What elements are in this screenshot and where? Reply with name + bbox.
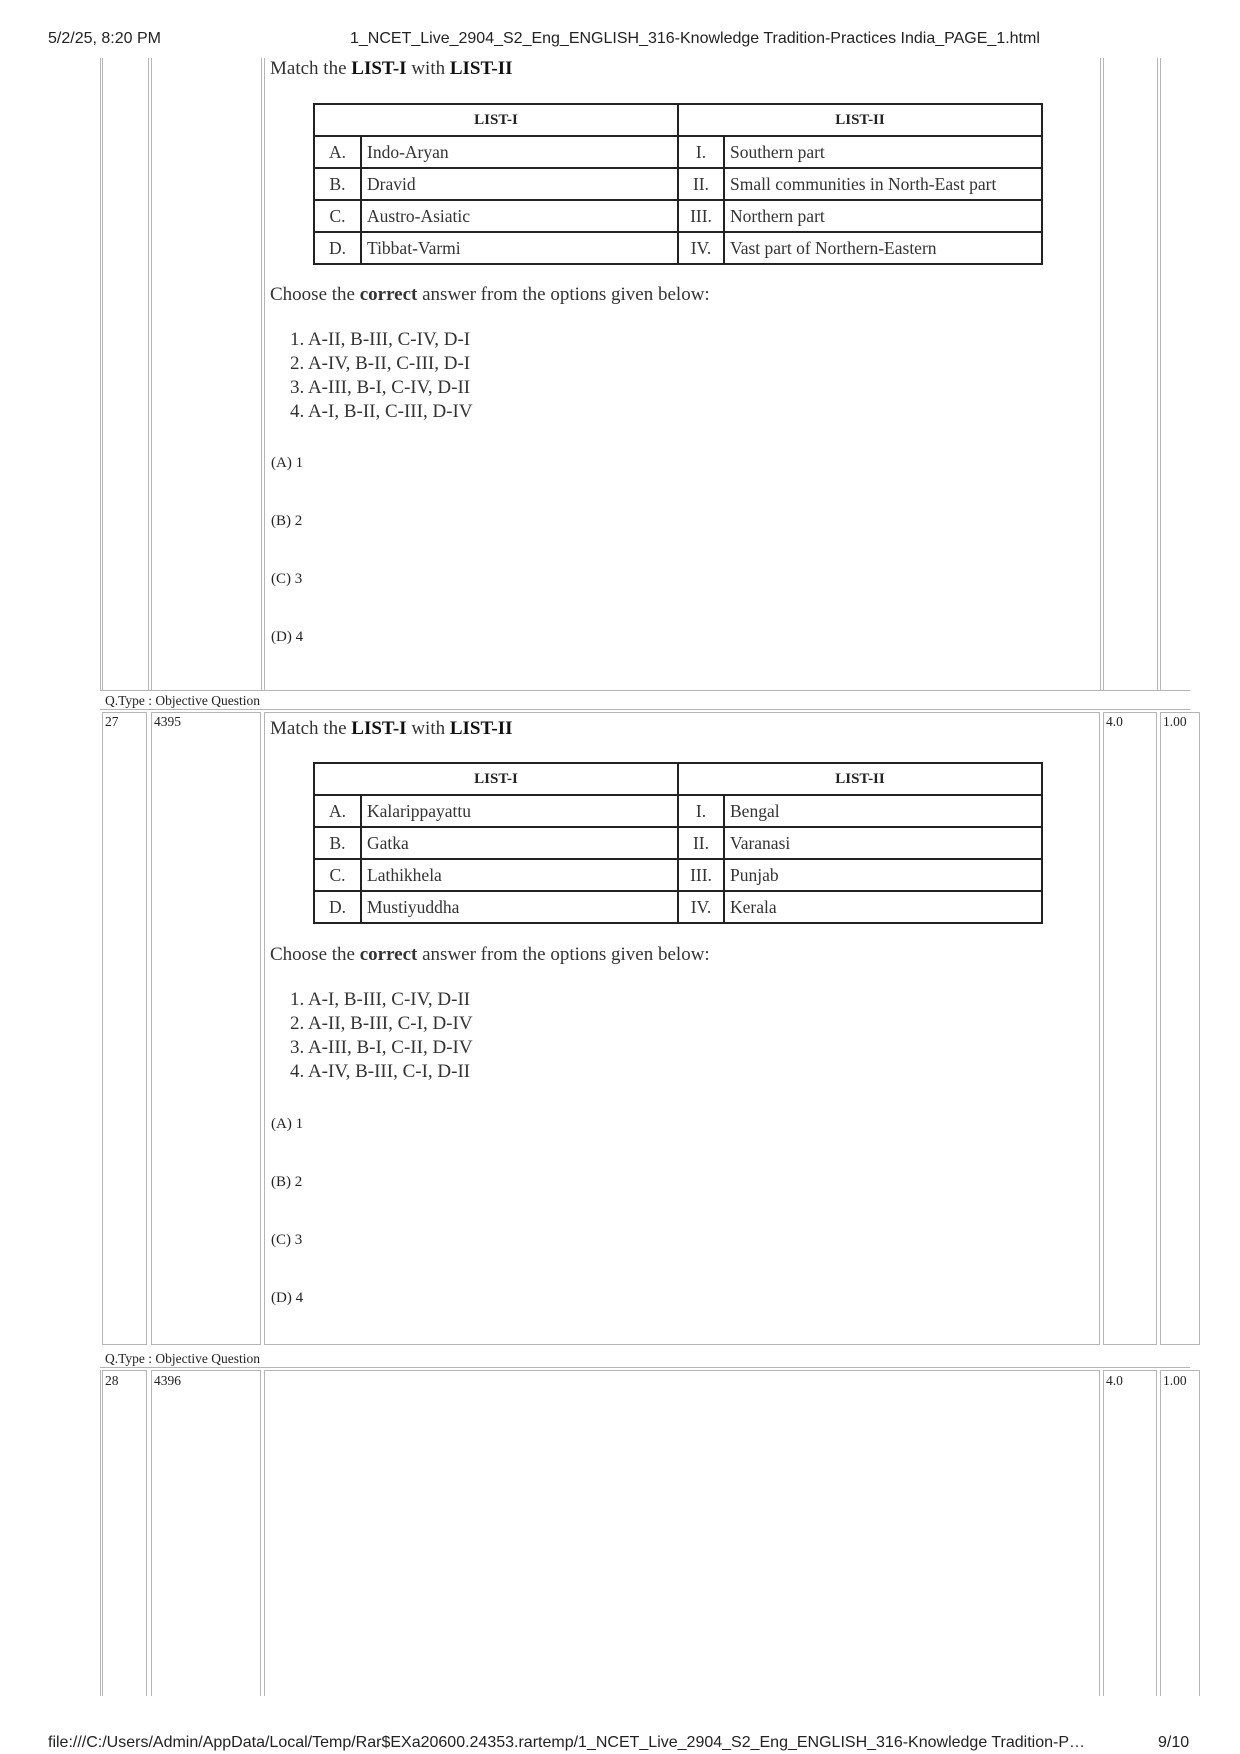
- list1-value: Mustiyuddha: [361, 891, 678, 923]
- list2-key: IV.: [678, 232, 724, 264]
- question-number-cell: [102, 712, 147, 1345]
- list1-key: B.: [314, 827, 361, 859]
- question-marks: 4.0: [1106, 1373, 1123, 1388]
- choose-instruction: [270, 284, 710, 306]
- grid-line: [1103, 58, 1104, 691]
- table-row: [314, 200, 1042, 232]
- option-item: 3. A-III, B-I, C-II, D-IV: [290, 1037, 473, 1058]
- option-list: [290, 988, 473, 1084]
- print-doc-title: 1_NCET_Live_2904_S2_Eng_ENGLISH_316-Knowledge Tradition-Practices India_PAGE_1.html: [350, 30, 1040, 47]
- instruction-bold: correct: [359, 284, 418, 305]
- list2-value: Punjab: [724, 859, 1042, 891]
- title-text: with: [411, 718, 446, 739]
- marks-cell: [1103, 712, 1157, 1345]
- grid-line: [100, 1367, 1190, 1368]
- answer-choice-b[interactable]: (B) 2: [271, 1174, 303, 1190]
- list2-value: Small communities in North-East part: [724, 168, 1042, 200]
- question-body-cell: [264, 1370, 1100, 1696]
- list2-value: Northern part: [724, 200, 1042, 232]
- grid-line: [1160, 58, 1161, 691]
- list1-key: D.: [314, 232, 361, 264]
- instruction-text: Choose the: [270, 944, 355, 965]
- table-row: [314, 232, 1042, 264]
- question-id-cell: [151, 712, 261, 1345]
- option-item: 3. A-III, B-I, C-IV, D-II: [290, 377, 471, 398]
- grid-line: [100, 690, 1190, 691]
- list2-value: Vast part of Northern-Eastern: [724, 232, 1042, 264]
- list1-value: Austro-Asiatic: [361, 200, 678, 232]
- question-title: [270, 58, 513, 80]
- list2-key: IV.: [678, 891, 724, 923]
- answer-choice-d[interactable]: (D) 4: [271, 1290, 304, 1306]
- instruction-text: Choose the: [270, 284, 355, 305]
- grid-line: [1157, 58, 1158, 691]
- list1-header: LIST-I: [314, 104, 678, 136]
- question-marks: 4.0: [1106, 714, 1123, 729]
- question-negative-marks: 1.00: [1163, 1373, 1187, 1388]
- option-item: 4. A-IV, B-III, C-I, D-II: [290, 1061, 471, 1082]
- grid-line: [264, 58, 265, 691]
- title-text: with: [411, 58, 446, 79]
- marks-cell: [1103, 1370, 1157, 1696]
- grid-line: [102, 58, 103, 691]
- grid-line: [151, 58, 152, 691]
- question-negative-marks: 1.00: [1163, 714, 1187, 729]
- list2-value: Varanasi: [724, 827, 1042, 859]
- answer-choice-d[interactable]: (D) 4: [271, 629, 304, 645]
- question-type-label: Q.Type : Objective Question: [105, 1351, 261, 1366]
- grid-line: [261, 58, 262, 691]
- match-table: [313, 103, 1043, 265]
- list1-value: Indo-Aryan: [361, 136, 678, 168]
- print-file-path: file:///C:/Users/Admin/AppData/Local/Temp/Rar$EXa20600.24353.rartemp/1_NCET_Live_2904_S2_Eng_ENGLISH_316-Knowledge Tradition-P…: [48, 1734, 1086, 1751]
- list1-value: Gatka: [361, 827, 678, 859]
- option-item: 1. A-I, B-III, C-IV, D-II: [290, 989, 471, 1010]
- list2-value: Southern part: [724, 136, 1042, 168]
- option-list: [290, 328, 473, 424]
- list2-value: Bengal: [724, 795, 1042, 827]
- list1-key: A.: [314, 795, 361, 827]
- list1-value: Lathikhela: [361, 859, 678, 891]
- answer-choice-a[interactable]: (A) 1: [271, 455, 304, 471]
- title-list2: LIST-II: [449, 718, 513, 739]
- table-row: [314, 168, 1042, 200]
- option-item: 4. A-I, B-II, C-III, D-IV: [290, 401, 473, 422]
- table-row: [314, 795, 1042, 827]
- title-list1: LIST-I: [351, 58, 407, 79]
- grid-line: [100, 1370, 101, 1696]
- question-id: 4395: [154, 714, 181, 729]
- option-item: 2. A-IV, B-II, C-III, D-I: [290, 353, 471, 374]
- list2-value: Kerala: [724, 891, 1042, 923]
- answer-choice-b[interactable]: (B) 2: [271, 513, 303, 529]
- choose-instruction: [270, 944, 710, 966]
- list1-header: LIST-I: [314, 763, 678, 795]
- option-item: 1. A-II, B-III, C-IV, D-I: [290, 329, 471, 350]
- list2-header: LIST-II: [678, 763, 1042, 795]
- instruction-text: answer from the options given below:: [422, 284, 710, 305]
- print-datetime: 5/2/25, 8:20 PM: [48, 30, 161, 47]
- title-text: Match the: [270, 58, 347, 79]
- list2-key: I.: [678, 136, 724, 168]
- grid-line: [100, 58, 101, 691]
- title-text: Match the: [270, 718, 347, 739]
- list1-key: A.: [314, 136, 361, 168]
- list1-key: C.: [314, 859, 361, 891]
- answer-choice-c[interactable]: (C) 3: [271, 1232, 303, 1248]
- list1-value: Kalarippayattu: [361, 795, 678, 827]
- table-row: [314, 136, 1042, 168]
- list2-key: II.: [678, 168, 724, 200]
- list1-value: Dravid: [361, 168, 678, 200]
- question-id: 4396: [154, 1373, 181, 1388]
- answer-choice-c[interactable]: (C) 3: [271, 571, 303, 587]
- question-type-label: Q.Type : Objective Question: [105, 693, 261, 708]
- grid-line: [148, 58, 149, 691]
- table-row: [314, 859, 1042, 891]
- question-number-cell: [102, 1370, 147, 1696]
- table-row: [314, 891, 1042, 923]
- instruction-text: answer from the options given below:: [422, 944, 710, 965]
- question-number: 27: [105, 714, 119, 729]
- title-list1: LIST-I: [351, 718, 407, 739]
- print-page-number: 9/10: [1158, 1734, 1190, 1751]
- option-item: 2. A-II, B-III, C-I, D-IV: [290, 1013, 473, 1034]
- question-id-cell: [151, 1370, 261, 1696]
- question-title: [270, 718, 513, 740]
- match-table: [313, 762, 1043, 924]
- negative-marks-cell: [1160, 712, 1200, 1345]
- list1-key: C.: [314, 200, 361, 232]
- list2-header: LIST-II: [678, 104, 1042, 136]
- list2-key: I.: [678, 795, 724, 827]
- list1-key: D.: [314, 891, 361, 923]
- list2-key: III.: [678, 200, 724, 232]
- list1-key: B.: [314, 168, 361, 200]
- list2-key: III.: [678, 859, 724, 891]
- question-number: 28: [105, 1373, 119, 1388]
- grid-line: [1100, 58, 1101, 691]
- table-row: [314, 827, 1042, 859]
- grid-line: [100, 709, 1190, 710]
- list2-key: II.: [678, 827, 724, 859]
- list1-value: Tibbat-Varmi: [361, 232, 678, 264]
- answer-choice-a[interactable]: (A) 1: [271, 1116, 304, 1132]
- negative-marks-cell: [1160, 1370, 1200, 1696]
- title-list2: LIST-II: [449, 58, 513, 79]
- instruction-bold: correct: [359, 944, 418, 965]
